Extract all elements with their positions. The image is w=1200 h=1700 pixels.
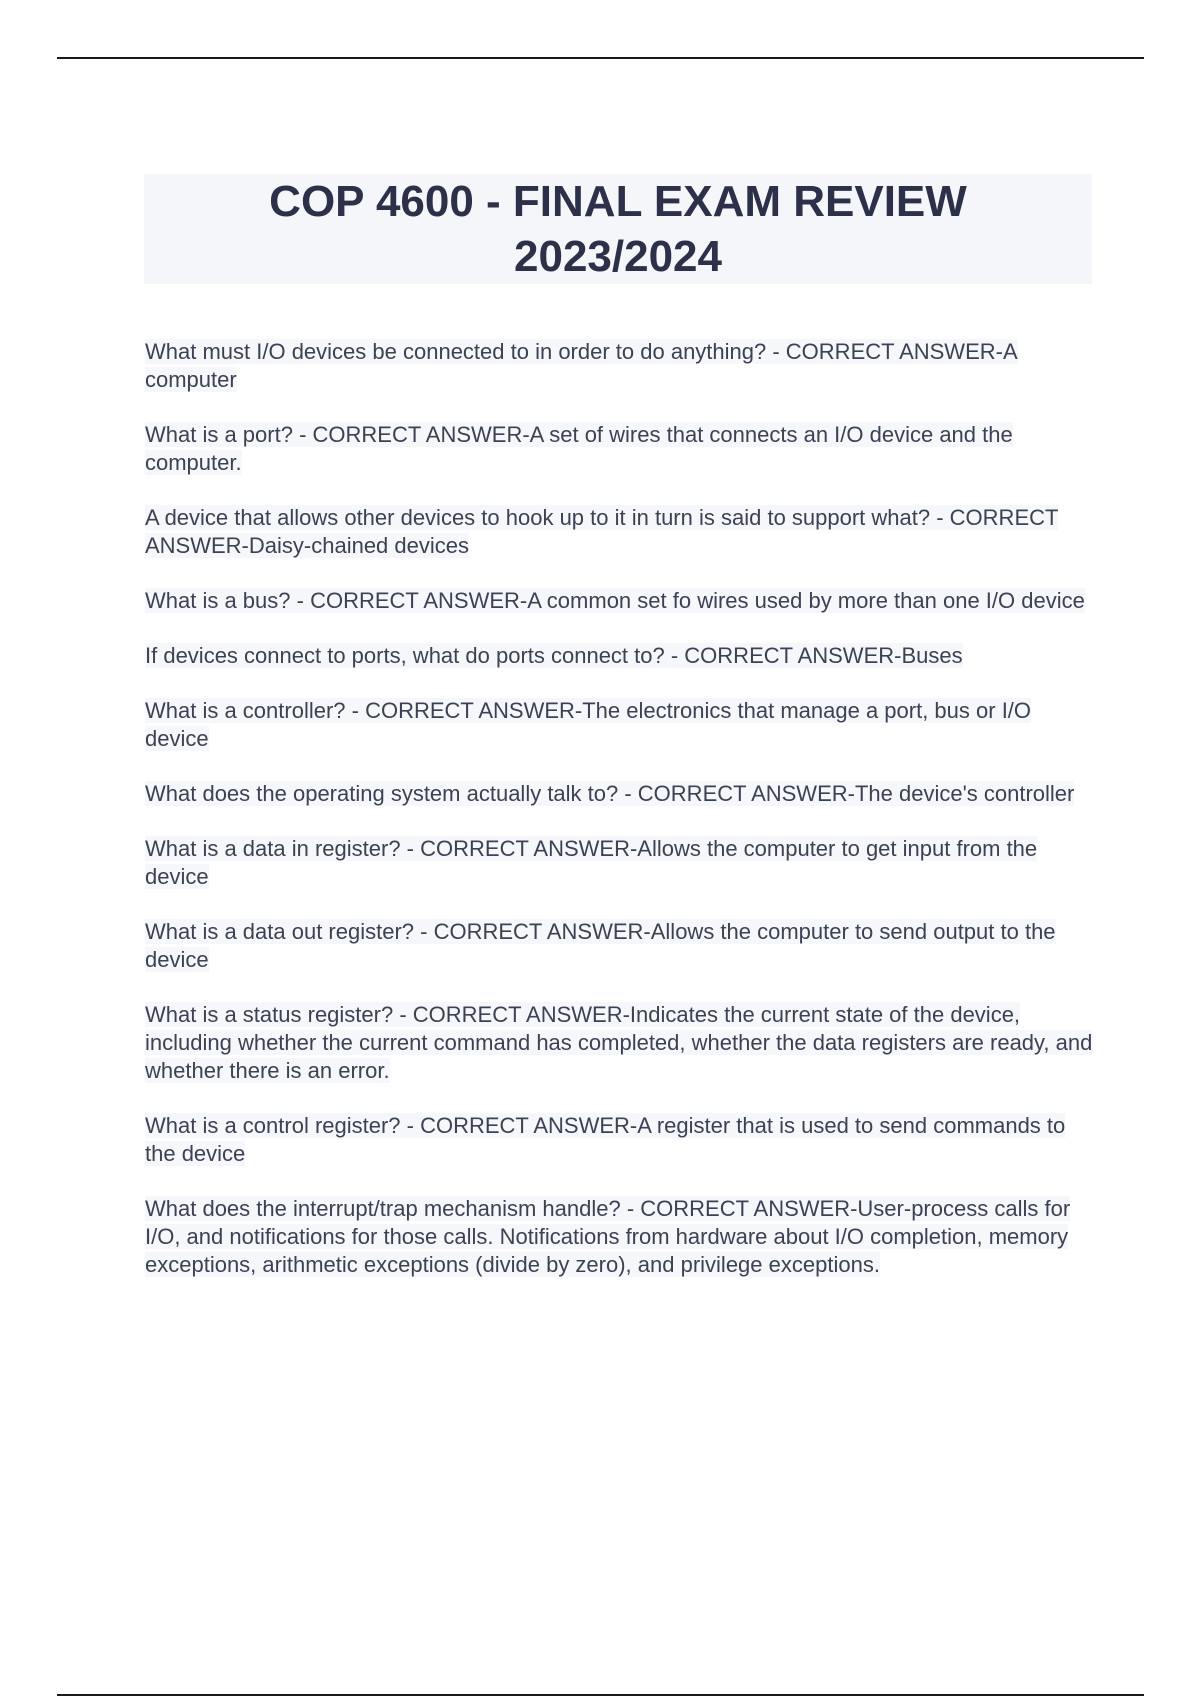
qa-text: What is a bus? - CORRECT ANSWER-A common set fo wires used by more than one I/O device [145, 588, 1085, 613]
qa-text: What is a data out register? - CORRECT ANSWER-Allows the computer to send output to the device [145, 919, 1056, 972]
qa-item [145, 587, 1095, 615]
qa-text: What is a control register? - CORRECT ANSWER-A register that is used to send commands to the device [145, 1113, 1066, 1166]
qa-item [145, 642, 1095, 670]
qa-item [145, 1001, 1095, 1085]
qa-item [145, 504, 1095, 560]
qa-text: What is a data in register? - CORRECT ANSWER-Allows the computer to get input from the device [145, 836, 1038, 889]
qa-item [145, 1112, 1095, 1168]
qa-item [145, 835, 1095, 891]
title-banner [144, 174, 1092, 284]
qa-text: What is a port? - CORRECT ANSWER-A set of wires that connects an I/O device and the computer. [145, 422, 1013, 475]
page-title: COP 4600 - FINAL EXAM REVIEW 2023/2024 [269, 177, 967, 281]
top-rule [57, 57, 1144, 59]
qa-text: What does the operating system actually talk to? - CORRECT ANSWER-The device's controller [145, 781, 1075, 806]
qa-text: If devices connect to ports, what do ports connect to? - CORRECT ANSWER-Buses [145, 643, 963, 668]
qa-text: What does the interrupt/trap mechanism handle? - CORRECT ANSWER-User-process calls for I/O, and notifications for those calls. Notifications from hardware about I/O completion, memory exceptions, arithmetic exceptions (divide by zero), and privilege exceptions. [145, 1196, 1071, 1277]
qa-item [145, 697, 1095, 753]
qa-item [145, 421, 1095, 477]
bottom-rule [57, 1694, 1144, 1696]
qa-item [145, 338, 1095, 394]
qa-text: What must I/O devices be connected to in order to do anything? - CORRECT ANSWER-A computer [145, 339, 1018, 392]
qa-list [145, 338, 1095, 1306]
qa-item [145, 918, 1095, 974]
qa-item [145, 780, 1095, 808]
qa-text: What is a status register? - CORRECT ANSWER-Indicates the current state of the device, including whether the current command has completed, whether the data registers are ready, and whether there is an error. [145, 1002, 1093, 1083]
qa-text: What is a controller? - CORRECT ANSWER-The electronics that manage a port, bus or I/O device [145, 698, 1032, 751]
qa-item [145, 1195, 1095, 1279]
qa-text: A device that allows other devices to hook up to it in turn is said to support what? - CORRECT ANSWER-Daisy-chained devices [145, 505, 1059, 558]
